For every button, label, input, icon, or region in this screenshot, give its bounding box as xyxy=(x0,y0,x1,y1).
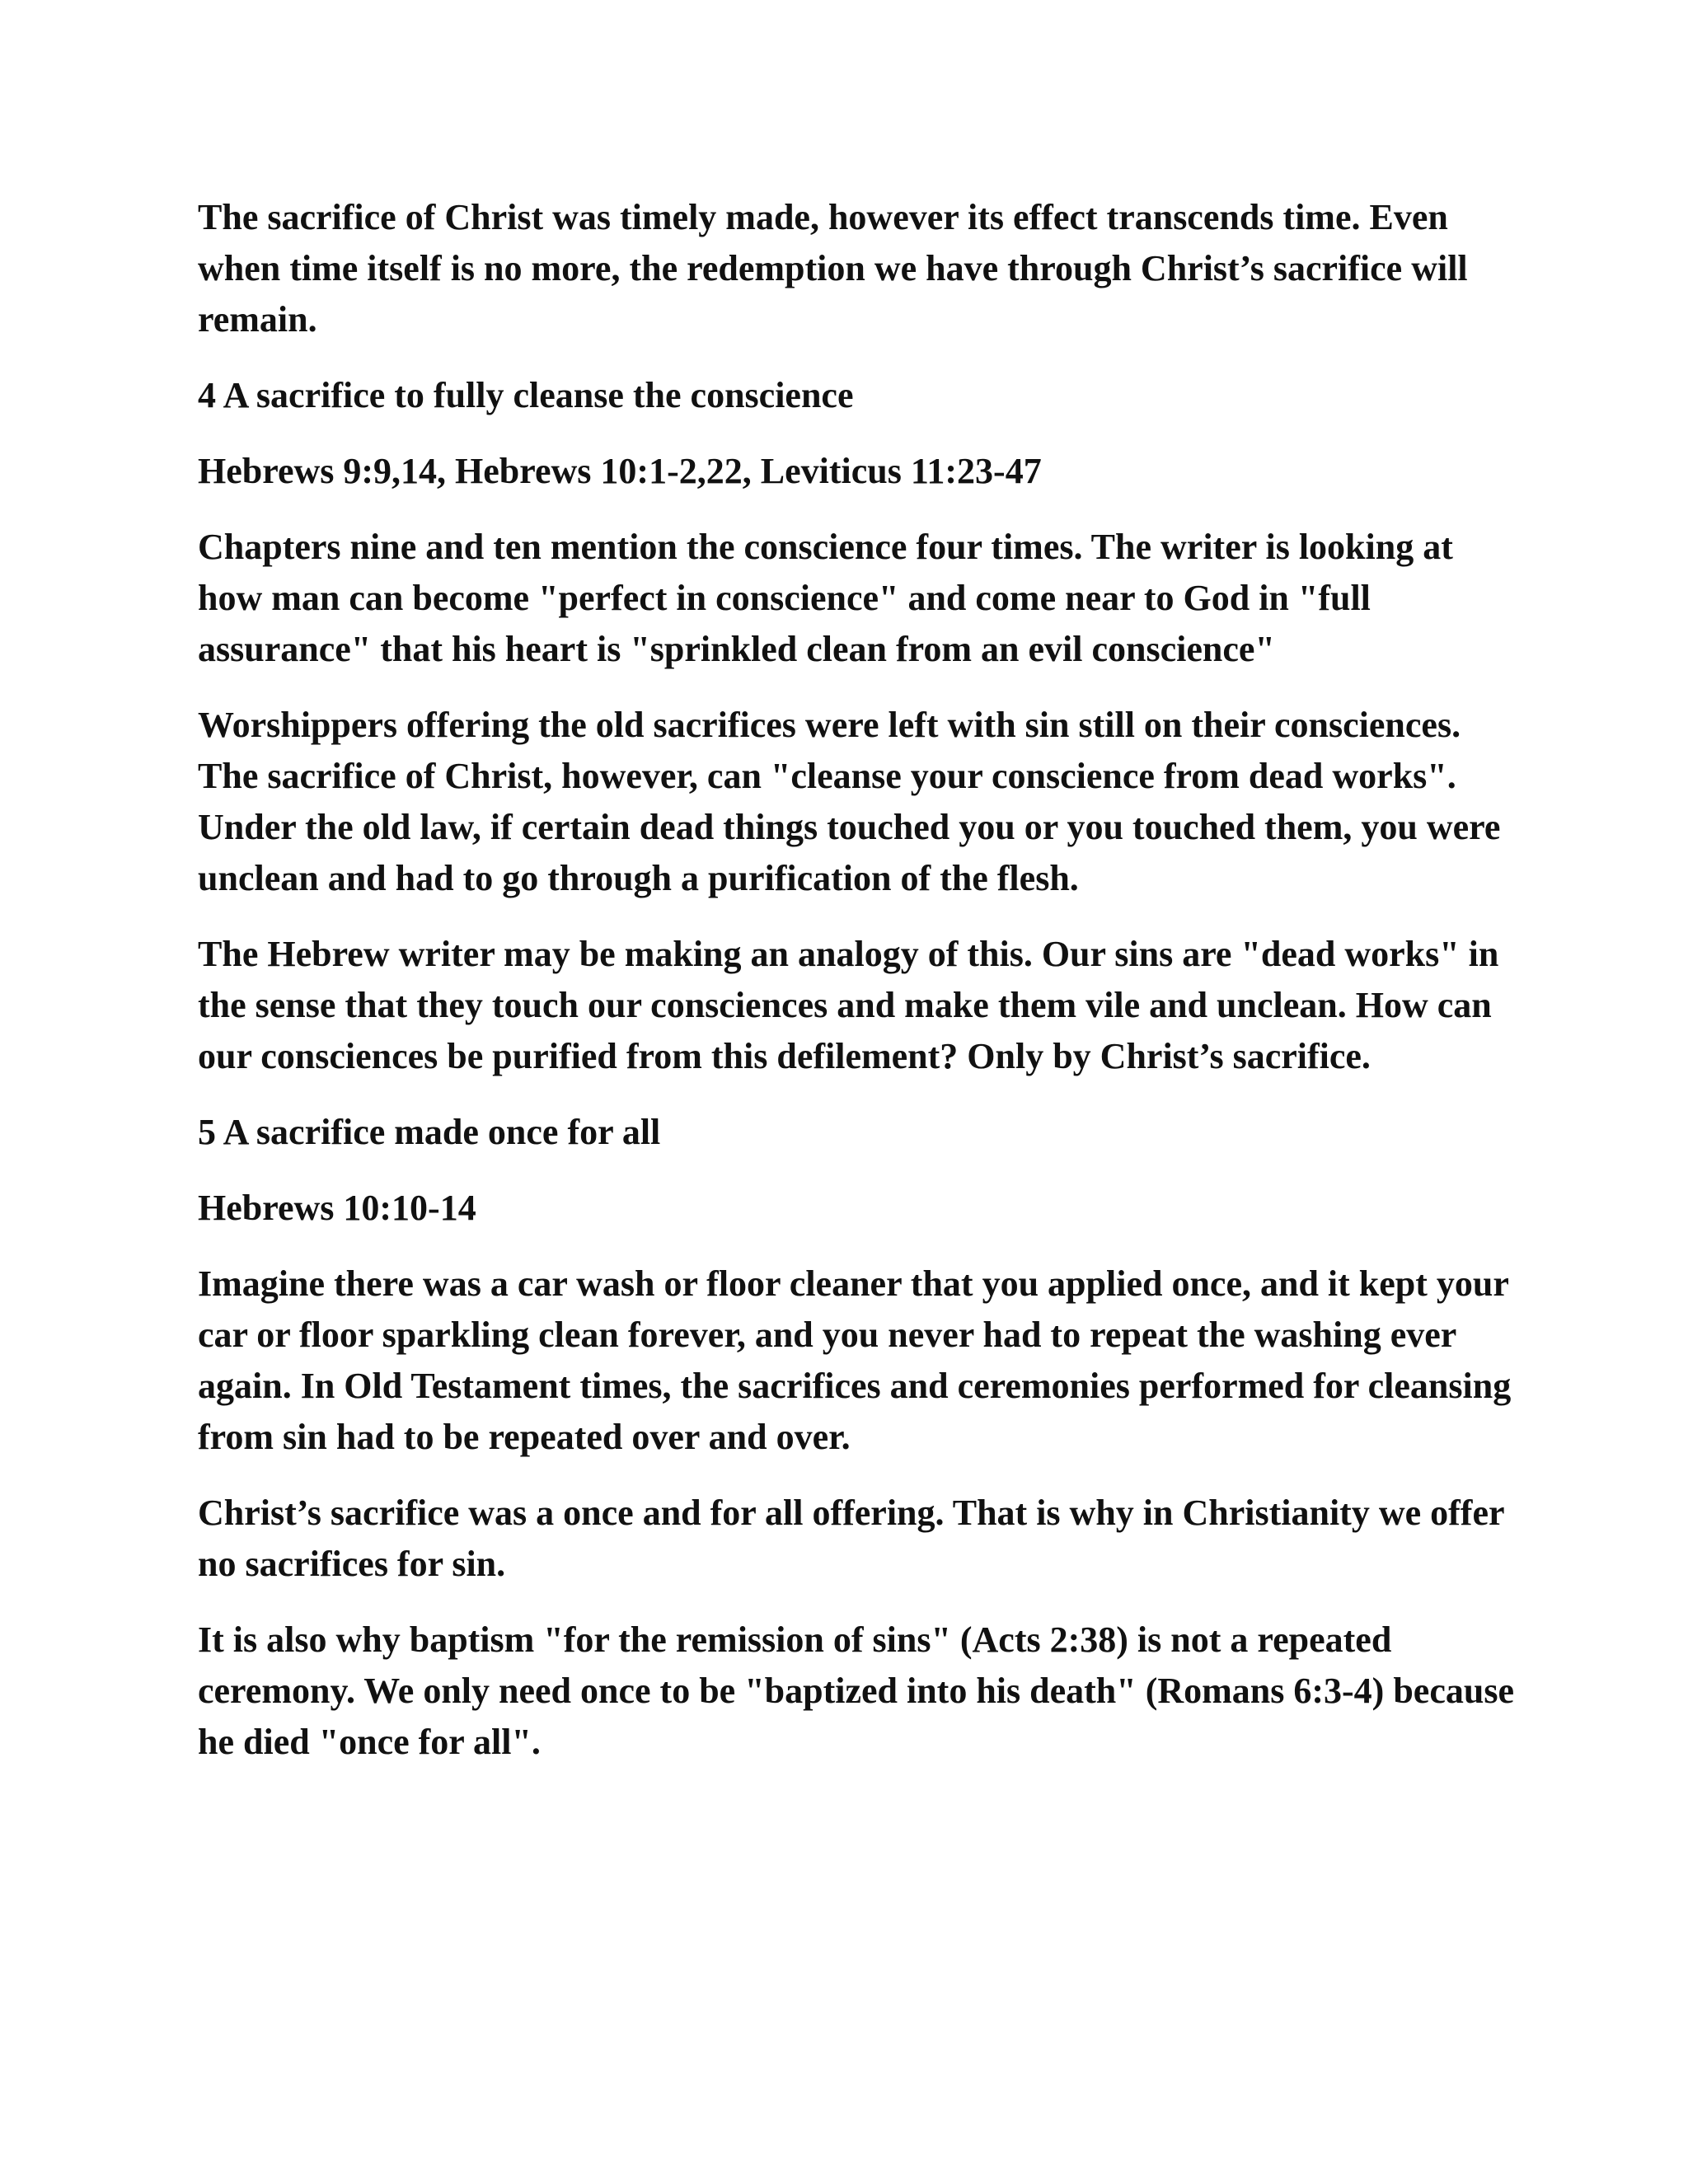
paragraph-once-offering: Christ’s sacrifice was a once and for all offering. That is why in Christianity we offer no sacrifices for sin. xyxy=(198,1493,1504,1584)
scripture-reference-hebrews-9: Hebrews 9:9,14, Hebrews 10:1-2,22, Leviticus 11:23-47 xyxy=(198,451,1042,491)
paragraph-conscience-mentions: Chapters nine and ten mention the conscience four times. The writer is looking at how man can become "perfect in conscience" and come near to God in "full assurance" that his heart is "sprinkled clean from an evil conscience" xyxy=(198,527,1453,669)
document-body xyxy=(198,192,1517,1793)
paragraph-dead-works-analogy: The Hebrew writer may be making an analogy of this. Our sins are "dead works" in the sense that they touch our consciences and make them vile and unclean. How can our consciences be purified from this defilement? Only by Christ’s sacrifice. xyxy=(198,934,1499,1076)
section-heading-once-for-all: 5 A sacrifice made once for all xyxy=(198,1112,661,1152)
paragraph-time-transcends: The sacrifice of Christ was timely made, however its effect transcends time. Even when time itself is no more, the redemption we have through Christ’s sacrifice will remain. xyxy=(198,197,1468,340)
paragraph-old-sacrifices: Worshippers offering the old sacrifices were left with sin still on their consciences. The sacrifice of Christ, however, can "cleanse your conscience from dead works". Under the old law, if certain dead things touched you or you touched them, you were unclean and had to go through a purification of the flesh. xyxy=(198,705,1501,898)
section-heading-cleanse-conscience: 4 A sacrifice to fully cleanse the conscience xyxy=(198,375,854,415)
paragraph-car-wash-analogy: Imagine there was a car wash or floor cleaner that you applied once, and it kept your car or floor sparkling clean forever, and you never had to repeat the washing ever again. In Old Testament times, the sacrifices and ceremonies performed for cleansing from sin had to be repeated over and over. xyxy=(198,1263,1512,1457)
paragraph-baptism: It is also why baptism "for the remission of sins" (Acts 2:38) is not a repeated ceremony. We only need once to be "baptized into his death" (Romans 6:3-4) because he died "once for all". xyxy=(198,1619,1514,1762)
scripture-reference-hebrews-10: Hebrews 10:10-14 xyxy=(198,1188,476,1228)
